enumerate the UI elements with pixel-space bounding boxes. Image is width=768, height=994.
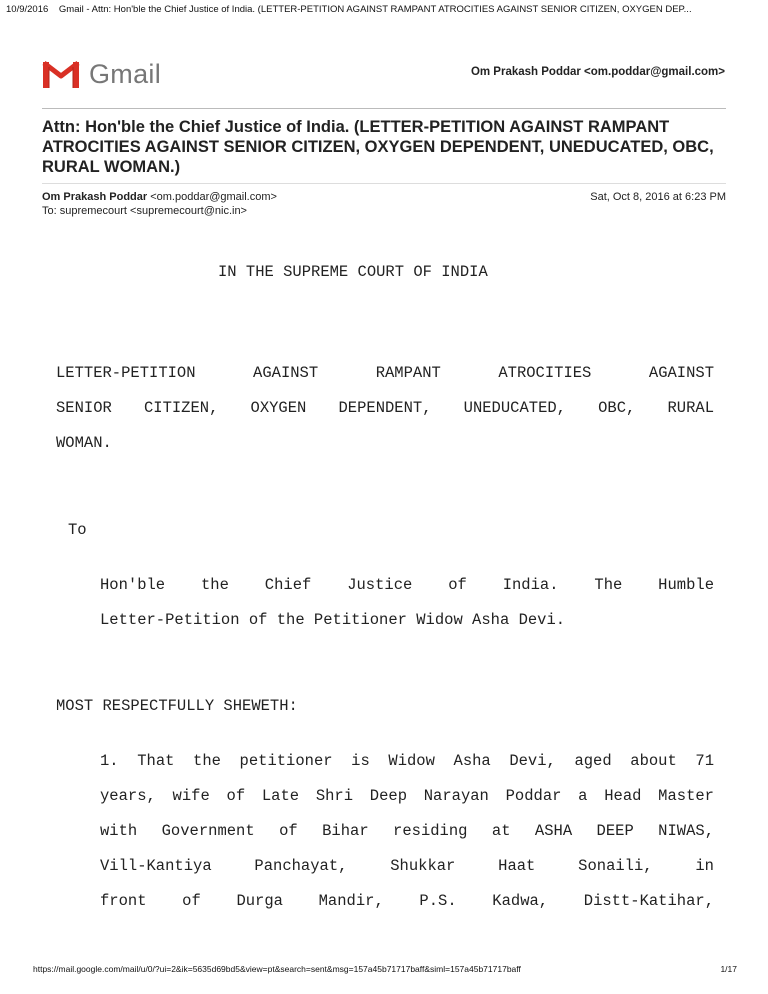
message-meta (42, 190, 726, 218)
addressee (100, 568, 714, 638)
paragraph-line: Vill-Kantiya Panchayat, Shukkar Haat Sonaili, in (100, 857, 714, 875)
gmail-logo-text: Gmail (89, 58, 162, 89)
petition-title (56, 356, 714, 461)
sender-email: <om.poddar@gmail.com> (150, 191, 277, 203)
petition-title-line: WOMAN. (56, 434, 112, 452)
gmail-logo[interactable] (42, 56, 161, 92)
court-title: IN THE SUPREME COURT OF INDIA (218, 263, 488, 281)
print-title: Gmail - Attn: Hon'ble the Chief Justice of India. (LETTER-PETITION AGAINST RAMPANT ATROCITIES AGAINST SENIOR CITIZEN, OXYGEN DEP... (58, 4, 692, 15)
print-footer (33, 964, 737, 974)
print-date: 10/9/2016 (6, 4, 49, 15)
message-subject: Attn: Hon'ble the Chief Justice of India. (LETTER-PETITION AGAINST RAMPANT ATROCITIES AGAINST SENIOR CITIZEN, OXYGEN DEPENDENT, UNEDUCATED, OBC, RURAL WOMAN.) (42, 118, 714, 176)
sender-name: Om Prakash Poddar (42, 191, 148, 203)
to-field: To: supremecourt <supremecourt@nic.in> (42, 205, 247, 217)
subject-divider (42, 183, 726, 184)
sheweth-heading: MOST RESPECTFULLY SHEWETH: (56, 697, 298, 715)
paragraph-line: 1. That the petitioner is Widow Asha Devi, aged about 71 (100, 752, 714, 770)
petition-title-line: LETTER-PETITION AGAINST RAMPANT ATROCITIES AGAINST (56, 364, 714, 382)
print-url: https://mail.google.com/mail/u/0/?ui=2&ik=5635d69bd5&view=pt&search=sent&msg=157a45b71717baff&siml=157a45b71717baff (33, 964, 521, 974)
paragraph-1 (100, 744, 714, 919)
addressee-line: Hon'ble the Chief Justice of India. The Humble (100, 576, 714, 594)
from-field (42, 190, 277, 204)
from-row (42, 190, 726, 204)
to-label: To (68, 521, 87, 539)
message-date: Sat, Oct 8, 2016 at 6:23 PM (590, 191, 726, 203)
page-number: 1/17 (720, 964, 737, 974)
paragraph-line: with Government of Bihar residing at ASHA DEEP NIWAS, (100, 822, 714, 840)
paragraph-line: front of Durga Mandir, P.S. Kadwa, Distt-Katihar, (100, 892, 714, 910)
petition-title-line: SENIOR CITIZEN, OXYGEN DEPENDENT, UNEDUCATED, OBC, RURAL (56, 399, 714, 417)
account-label: Om Prakash Poddar <om.poddar@gmail.com> (470, 66, 725, 78)
paragraph-line: years, wife of Late Shri Deep Narayan Poddar a Head Master (100, 787, 714, 805)
header-divider (42, 108, 726, 109)
print-header (6, 4, 762, 15)
addressee-line: Letter-Petition of the Petitioner Widow Asha Devi. (100, 611, 566, 629)
gmail-envelope-icon (42, 59, 80, 89)
